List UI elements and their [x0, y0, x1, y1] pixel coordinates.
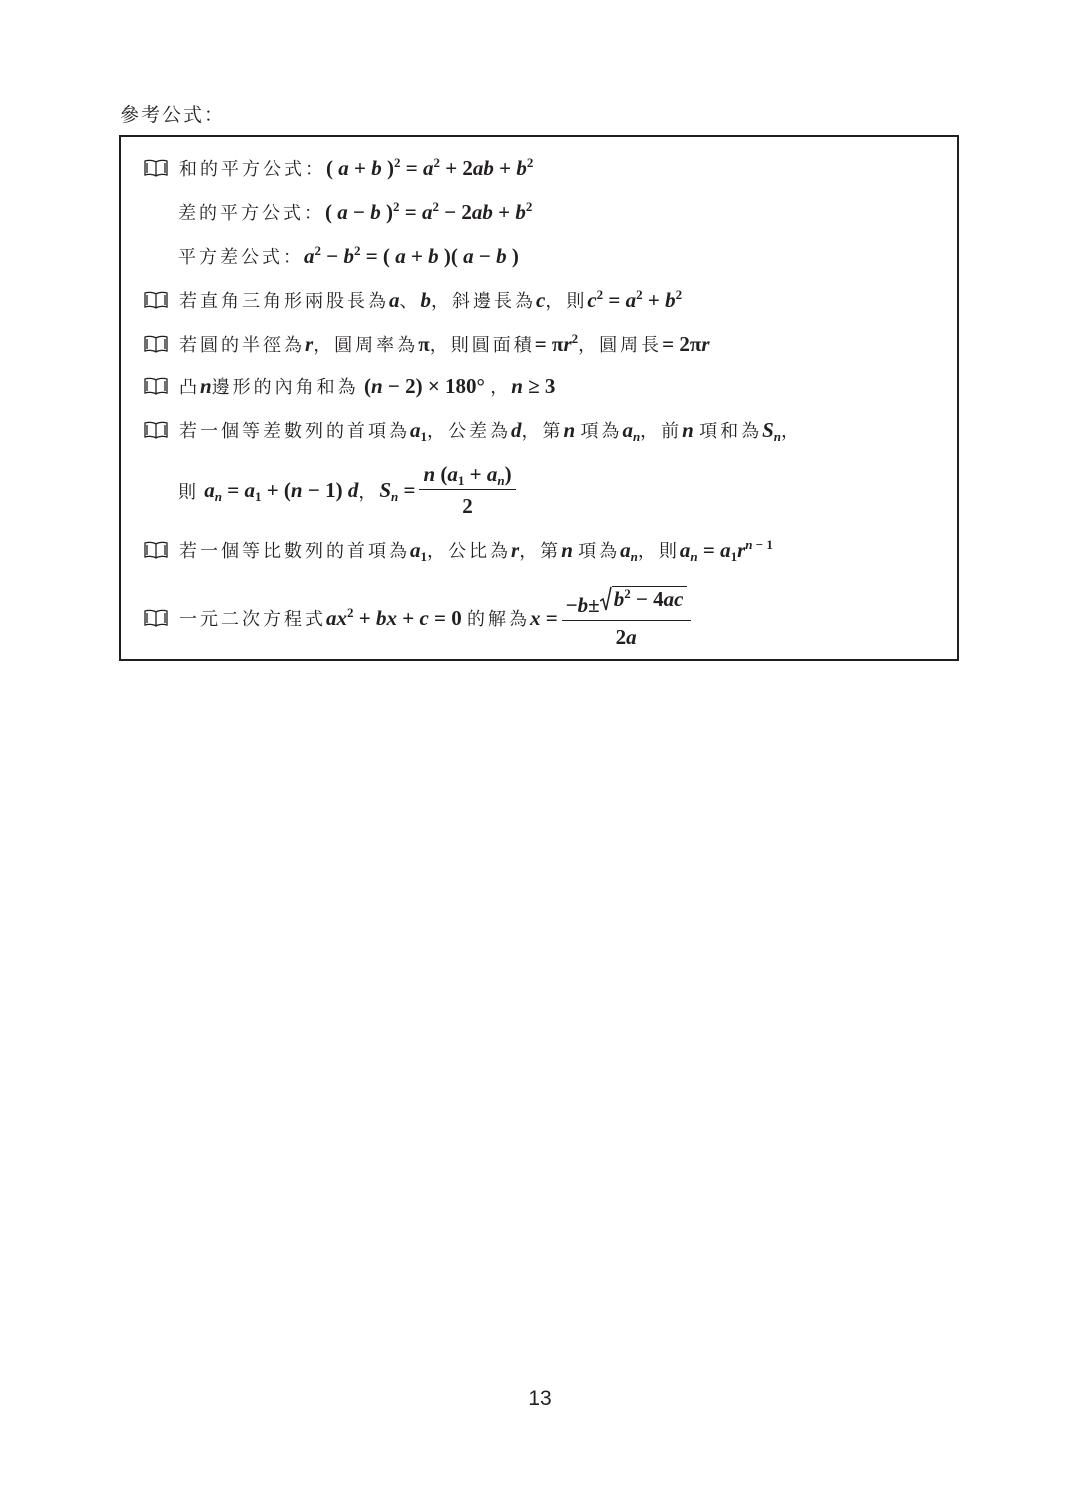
text-segment: 若一個等差數列的首項為 [179, 421, 410, 442]
text-segment: ，則 [545, 291, 588, 312]
open-book-icon [143, 334, 169, 354]
math-expression: (n − 2) × 180° [358, 373, 491, 398]
text-segment: ，圓周長 [578, 335, 663, 356]
formula-pythagorean [143, 287, 682, 313]
text-segment: 項為 [580, 421, 623, 442]
text-segment: ，第 [519, 541, 562, 562]
open-book-icon [143, 158, 169, 178]
formula-diff-of-squares [178, 243, 519, 269]
text-segment: 的解為 [466, 609, 530, 630]
square-root: $b^2 - 4ac$ [600, 586, 687, 612]
fraction-denominator: 2 [462, 494, 473, 518]
fraction-numerator: n $(a_1 + a_n)$ [419, 462, 515, 490]
formula-label: 平方差公式： [178, 247, 304, 268]
text-segment: ，則圓面積 [429, 335, 535, 356]
open-book-icon [143, 376, 169, 396]
open-book-icon [143, 540, 169, 560]
text-segment: ，第 [521, 421, 564, 442]
formula-arithmetic-sequence [143, 417, 802, 443]
text-segment: ，斜邊長為 [431, 291, 536, 312]
math-var: π [418, 331, 430, 356]
text-segment: 凸 [179, 377, 200, 398]
formula-label: 和的平方公式： [179, 159, 326, 180]
open-book-icon [143, 420, 169, 440]
fraction-numerator: −b± $b^2 - 4ac$ [562, 586, 691, 621]
math-var: c [536, 287, 546, 312]
math-var: n [563, 417, 576, 442]
math-var: a [389, 287, 400, 312]
math-expression: ( a + b )$^2 = a^2 + 2ab + b^2$ [326, 154, 534, 180]
text-segment: 若直角三角形兩股長為 [179, 291, 389, 312]
text-segment: ， [490, 377, 512, 398]
math-var: b [420, 287, 431, 312]
page-number: 13 [528, 1387, 552, 1410]
text-segment: 若圓的半徑為 [179, 335, 305, 356]
math-var: $S_n$ [762, 417, 782, 444]
math-expression: x = [529, 605, 558, 630]
math-var: n [561, 537, 573, 562]
text-segment: 項和為 [699, 421, 763, 442]
math-expression: n ≥ 3 [511, 373, 556, 398]
text-segment: 若一個等比數列的首項為 [179, 541, 410, 562]
radical-sign-icon [600, 586, 612, 612]
text-segment: 則 [178, 481, 199, 503]
math-var: r [305, 331, 314, 356]
math-var: $a_n$ [622, 417, 641, 444]
open-book-icon [143, 608, 169, 628]
math-expression: ( a − b )$^2 = a^2 - 2ab + b^2$ [325, 198, 533, 224]
formula-square-diff [178, 199, 532, 225]
fraction-denominator: 2a [615, 625, 637, 649]
math-var: r [511, 537, 520, 562]
formula-square-sum [143, 155, 533, 181]
math-expression: $c^2 = a^2 + b^2$ [587, 286, 683, 312]
heading: 參考公式： [120, 104, 226, 126]
math-expression: $a_n = a_1r^{n - 1}$ [679, 536, 773, 564]
formula-polygon-angle [143, 373, 555, 399]
text-segment: ，前 [640, 421, 683, 442]
open-book-icon [143, 290, 169, 310]
text-segment: 項為 [578, 541, 621, 562]
math-var: n [682, 417, 694, 442]
text-segment: 一元二次方程式 [179, 609, 326, 630]
formula-geometric-sequence [143, 537, 773, 563]
text-segment: ，則 [637, 541, 680, 562]
math-var: $a_1$ [410, 417, 427, 444]
math-expression: $a_n = a_1 + (n - 1)$ d [204, 478, 359, 504]
formula-circle [143, 331, 710, 357]
sum-fraction [419, 462, 515, 519]
math-expression: $a^2 - b^2$ = ( a + b )( a − b ) [304, 242, 519, 268]
formula-quadratic [143, 586, 695, 650]
text-segment: ，圓周率為 [313, 335, 419, 356]
math-expression: $ax^2$ + bx + c = 0 [326, 604, 467, 630]
math-expression: = $\pi r^2$ [534, 330, 579, 356]
math-var: $a_1$ [410, 537, 427, 564]
text-segment: ，公比為 [427, 541, 511, 562]
text-segment: ， [358, 481, 380, 503]
text-segment: ， [781, 421, 803, 442]
text-segment: ，公差為 [427, 421, 511, 442]
math-var: $a_n$ [620, 537, 638, 564]
math-var: d [511, 417, 522, 442]
text-segment: 、 [399, 291, 421, 312]
quadratic-fraction [562, 586, 691, 650]
math-expression: = 2πr [662, 331, 710, 356]
formula-label: 差的平方公式： [178, 203, 325, 224]
math-var: n [200, 373, 212, 398]
text-segment: 邊形的內角和為 [211, 377, 359, 398]
math-expression: $S_n$ = [379, 478, 416, 504]
formula-arithmetic-terms [178, 462, 520, 519]
